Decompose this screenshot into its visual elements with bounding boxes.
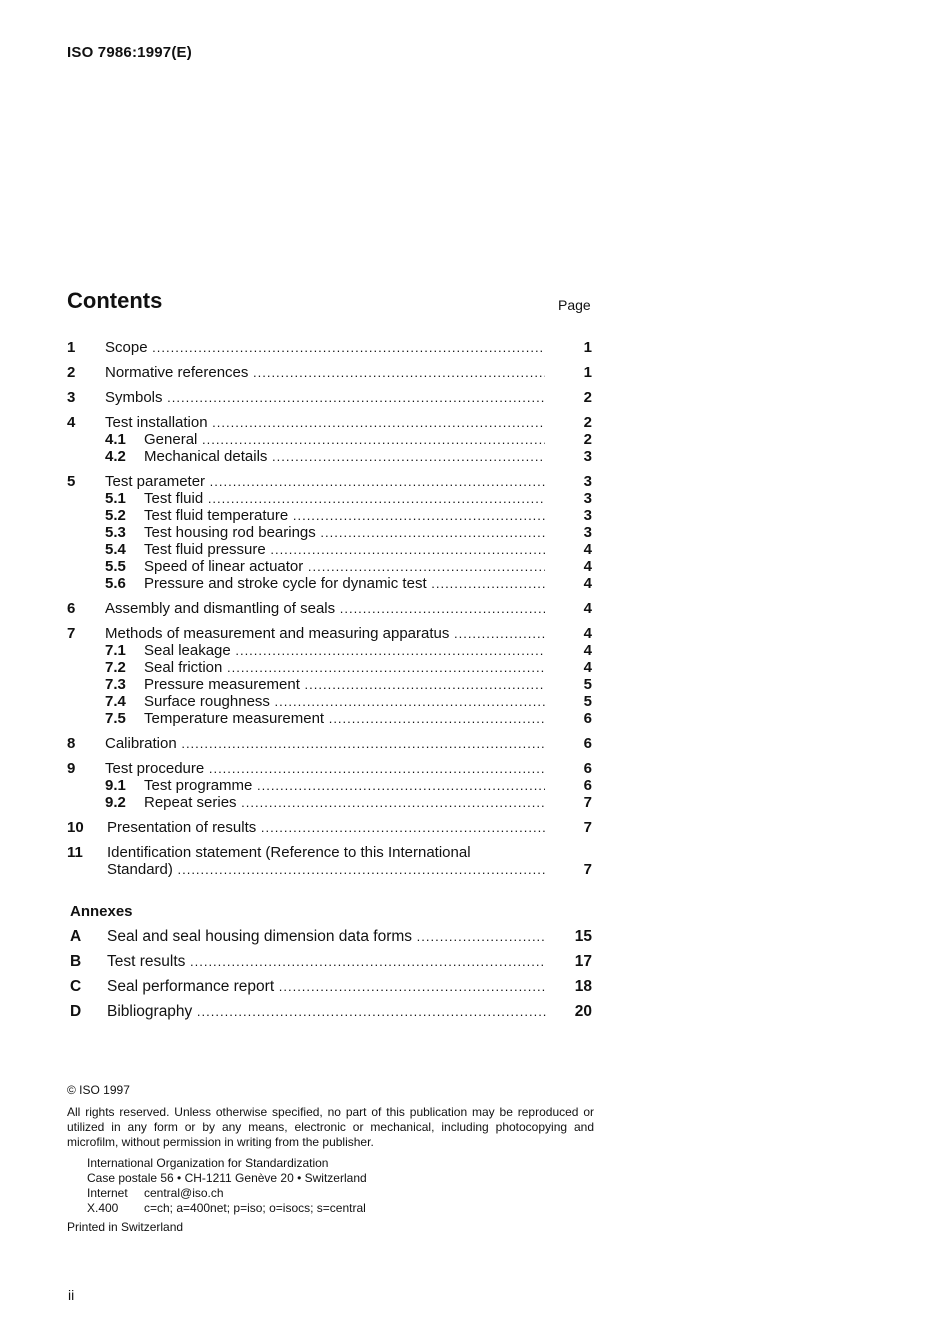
- toc-subentry[interactable]: [67, 642, 597, 659]
- annex-title: Seal and seal housing dimension data forms: [107, 928, 413, 945]
- toc-title: Temperature measurement: [144, 710, 325, 727]
- toc-title: Mechanical details: [144, 448, 268, 465]
- toc-page: 4: [583, 600, 592, 617]
- toc-title: Test housing rod bearings: [144, 524, 316, 541]
- toc-number: 7.3: [105, 676, 126, 693]
- annex-page: 15: [574, 928, 592, 945]
- copyright-line: © ISO 1997: [67, 1083, 130, 1097]
- toc-page: 6: [583, 735, 592, 752]
- toc-number: 3: [67, 389, 76, 406]
- toc-number: 7: [67, 625, 76, 642]
- toc-subentry[interactable]: [67, 676, 597, 693]
- annex-letter: B: [70, 953, 82, 970]
- toc-title: Test procedure: [105, 760, 205, 777]
- toc-number: 4: [67, 414, 76, 431]
- toc-title: Normative references: [105, 364, 249, 381]
- toc-entry[interactable]: [67, 389, 597, 406]
- toc-title: Symbols: [105, 389, 163, 406]
- toc-entry[interactable]: [67, 844, 597, 878]
- toc-subentry[interactable]: [67, 693, 597, 710]
- toc-group: [67, 819, 597, 836]
- printed-in: Printed in Switzerland: [67, 1220, 184, 1234]
- toc-entry[interactable]: [67, 600, 597, 617]
- toc-group: [67, 760, 597, 811]
- toc-entry[interactable]: [67, 414, 597, 431]
- toc-entry[interactable]: [67, 339, 597, 356]
- toc-entry[interactable]: [67, 364, 597, 381]
- toc-number: 10: [67, 819, 84, 836]
- toc-subentry[interactable]: [67, 794, 597, 811]
- toc-page: 7: [583, 861, 592, 878]
- toc-title: Speed of linear actuator: [144, 558, 304, 575]
- toc-group: [67, 339, 597, 356]
- annex-letter: C: [70, 978, 82, 995]
- rights-statement: All rights reserved. Unless otherwise specified, no part of this publication may be reproduced or utilized in any form or by any means, electronic or mechanical, including photocopying and microfilm, without permission in writing from the publisher.: [67, 1105, 594, 1149]
- toc-title: Test programme: [144, 777, 253, 794]
- toc-title: General: [144, 431, 198, 448]
- internet-label: Internet: [87, 1186, 128, 1200]
- toc-group: [67, 625, 597, 727]
- toc-number: 7.5: [105, 710, 126, 727]
- toc-page: 4: [583, 642, 592, 659]
- document-id: ISO 7986:1997(E): [67, 44, 192, 61]
- toc-page: 2: [583, 414, 592, 431]
- toc-subentry[interactable]: [67, 777, 597, 794]
- toc-number: 5.2: [105, 507, 126, 524]
- toc-page: 5: [583, 693, 592, 710]
- toc-page: 3: [583, 490, 592, 507]
- annex-title: Test results: [107, 953, 186, 970]
- toc-page: 4: [583, 625, 592, 642]
- toc-number: 5: [67, 473, 76, 490]
- toc-title: Methods of measurement and measuring apparatus: [105, 625, 450, 642]
- toc-page: 6: [583, 760, 592, 777]
- toc-entry[interactable]: [67, 760, 597, 777]
- toc-page: 7: [583, 794, 592, 811]
- toc-number: 5.6: [105, 575, 126, 592]
- toc-number: 5.1: [105, 490, 126, 507]
- annex-page: 18: [574, 978, 592, 995]
- toc-number: 9: [67, 760, 76, 777]
- toc-title: Test parameter: [105, 473, 206, 490]
- toc-page: 1: [583, 339, 592, 356]
- toc-number: 1: [67, 339, 76, 356]
- copyright-block: [67, 1083, 594, 1235]
- toc-number: 9.2: [105, 794, 126, 811]
- toc-number: 11: [67, 844, 83, 861]
- annex-list: [70, 928, 597, 1028]
- toc-subentry[interactable]: [67, 558, 597, 575]
- toc-number: 5.3: [105, 524, 126, 541]
- toc-page: 6: [583, 777, 592, 794]
- annex-letter: A: [70, 928, 82, 945]
- toc-title: Test fluid temperature: [144, 507, 289, 524]
- org-postal-address: Case postale 56 • CH-1211 Genève 20 • Switzerland: [87, 1171, 367, 1185]
- annexes-heading: Annexes: [70, 903, 133, 920]
- toc-title: Seal friction: [144, 659, 223, 676]
- toc-title-line-1: Identification statement (Reference to this International: [107, 844, 471, 861]
- toc-entry[interactable]: [67, 625, 597, 642]
- toc-page: 4: [583, 659, 592, 676]
- toc-title: Pressure measurement: [144, 676, 300, 693]
- annex-title: Bibliography: [107, 1003, 193, 1020]
- annex-entry[interactable]: [70, 1003, 597, 1020]
- organization-address: [87, 1156, 594, 1216]
- toc-title: Pressure and stroke cycle for dynamic test: [144, 575, 427, 592]
- org-name: International Organization for Standardization: [87, 1156, 329, 1170]
- toc-title: Test installation: [105, 414, 208, 431]
- toc-page: 5: [583, 676, 592, 693]
- internet-line: [87, 1186, 594, 1201]
- toc-page: 2: [583, 431, 592, 448]
- toc-title-line-2: Standard): [107, 861, 173, 878]
- toc-page: 1: [583, 364, 592, 381]
- toc-subentry[interactable]: [67, 507, 597, 524]
- toc-number: 9.1: [105, 777, 126, 794]
- toc-number: 4.1: [105, 431, 126, 448]
- toc-page: 3: [583, 507, 592, 524]
- toc-page: 3: [583, 473, 592, 490]
- toc-subentry[interactable]: [67, 575, 597, 592]
- annex-letter: D: [70, 1003, 82, 1020]
- toc-number: 2: [67, 364, 76, 381]
- toc-page: 4: [583, 558, 592, 575]
- toc-group: [67, 473, 597, 592]
- toc-entry[interactable]: [67, 735, 597, 752]
- toc-title: Calibration: [105, 735, 177, 752]
- page-column-label: Page: [558, 297, 591, 313]
- toc-entry[interactable]: [67, 819, 597, 836]
- toc-title: Test fluid pressure: [144, 541, 266, 558]
- toc-title: Scope: [105, 339, 148, 356]
- toc-page: 4: [583, 541, 592, 558]
- x400-label: X.400: [87, 1201, 119, 1215]
- annex-title: Seal performance report: [107, 978, 275, 995]
- toc-number: 8: [67, 735, 76, 752]
- toc-subentry[interactable]: [67, 448, 597, 465]
- toc-subentry[interactable]: [67, 431, 597, 448]
- annex-entry[interactable]: [70, 928, 597, 945]
- toc-title: Repeat series: [144, 794, 237, 811]
- toc-number: 4.2: [105, 448, 126, 465]
- toc-title: Seal leakage: [144, 642, 231, 659]
- toc-subentry[interactable]: [67, 710, 597, 727]
- toc-subentry[interactable]: [67, 659, 597, 676]
- toc-title: Test fluid: [144, 490, 204, 507]
- toc-title: Presentation of results: [107, 819, 257, 836]
- annex-page: 20: [574, 1003, 592, 1020]
- annex-page: 17: [574, 953, 592, 970]
- toc-page: 2: [583, 389, 592, 406]
- toc-group: [67, 735, 597, 752]
- toc-group: [67, 364, 597, 381]
- toc-number: 7.1: [105, 642, 126, 659]
- toc-page: 4: [583, 575, 592, 592]
- toc-subentry[interactable]: [67, 541, 597, 558]
- toc-page: 6: [583, 710, 592, 727]
- toc-number: 6: [67, 600, 76, 617]
- toc-number: 5.4: [105, 541, 126, 558]
- toc-group: [67, 389, 597, 406]
- toc-group: [67, 844, 597, 878]
- contents-title: Contents: [67, 288, 163, 313]
- toc-subentry[interactable]: [67, 490, 597, 507]
- toc-number: 7.4: [105, 693, 126, 710]
- x400-address: c=ch; a=400net; p=iso; o=isocs; s=central: [144, 1201, 366, 1215]
- toc-page: 7: [583, 819, 592, 836]
- toc-group: [67, 414, 597, 465]
- internet-address: central@iso.ch: [144, 1186, 224, 1200]
- x400-line: [87, 1201, 594, 1216]
- toc-entry[interactable]: [67, 473, 597, 490]
- toc-page: 3: [583, 524, 592, 541]
- toc-title: Surface roughness: [144, 693, 270, 710]
- toc-page: 3: [583, 448, 592, 465]
- annex-entry[interactable]: [70, 953, 597, 970]
- toc-number: 5.5: [105, 558, 126, 575]
- toc-subentry[interactable]: [67, 524, 597, 541]
- toc-group: [67, 600, 597, 617]
- toc-title: Assembly and dismantling of seals: [105, 600, 336, 617]
- page-number: ii: [68, 1287, 75, 1303]
- toc-number: 7.2: [105, 659, 126, 676]
- annex-entry[interactable]: [70, 978, 597, 995]
- table-of-contents: [67, 339, 597, 886]
